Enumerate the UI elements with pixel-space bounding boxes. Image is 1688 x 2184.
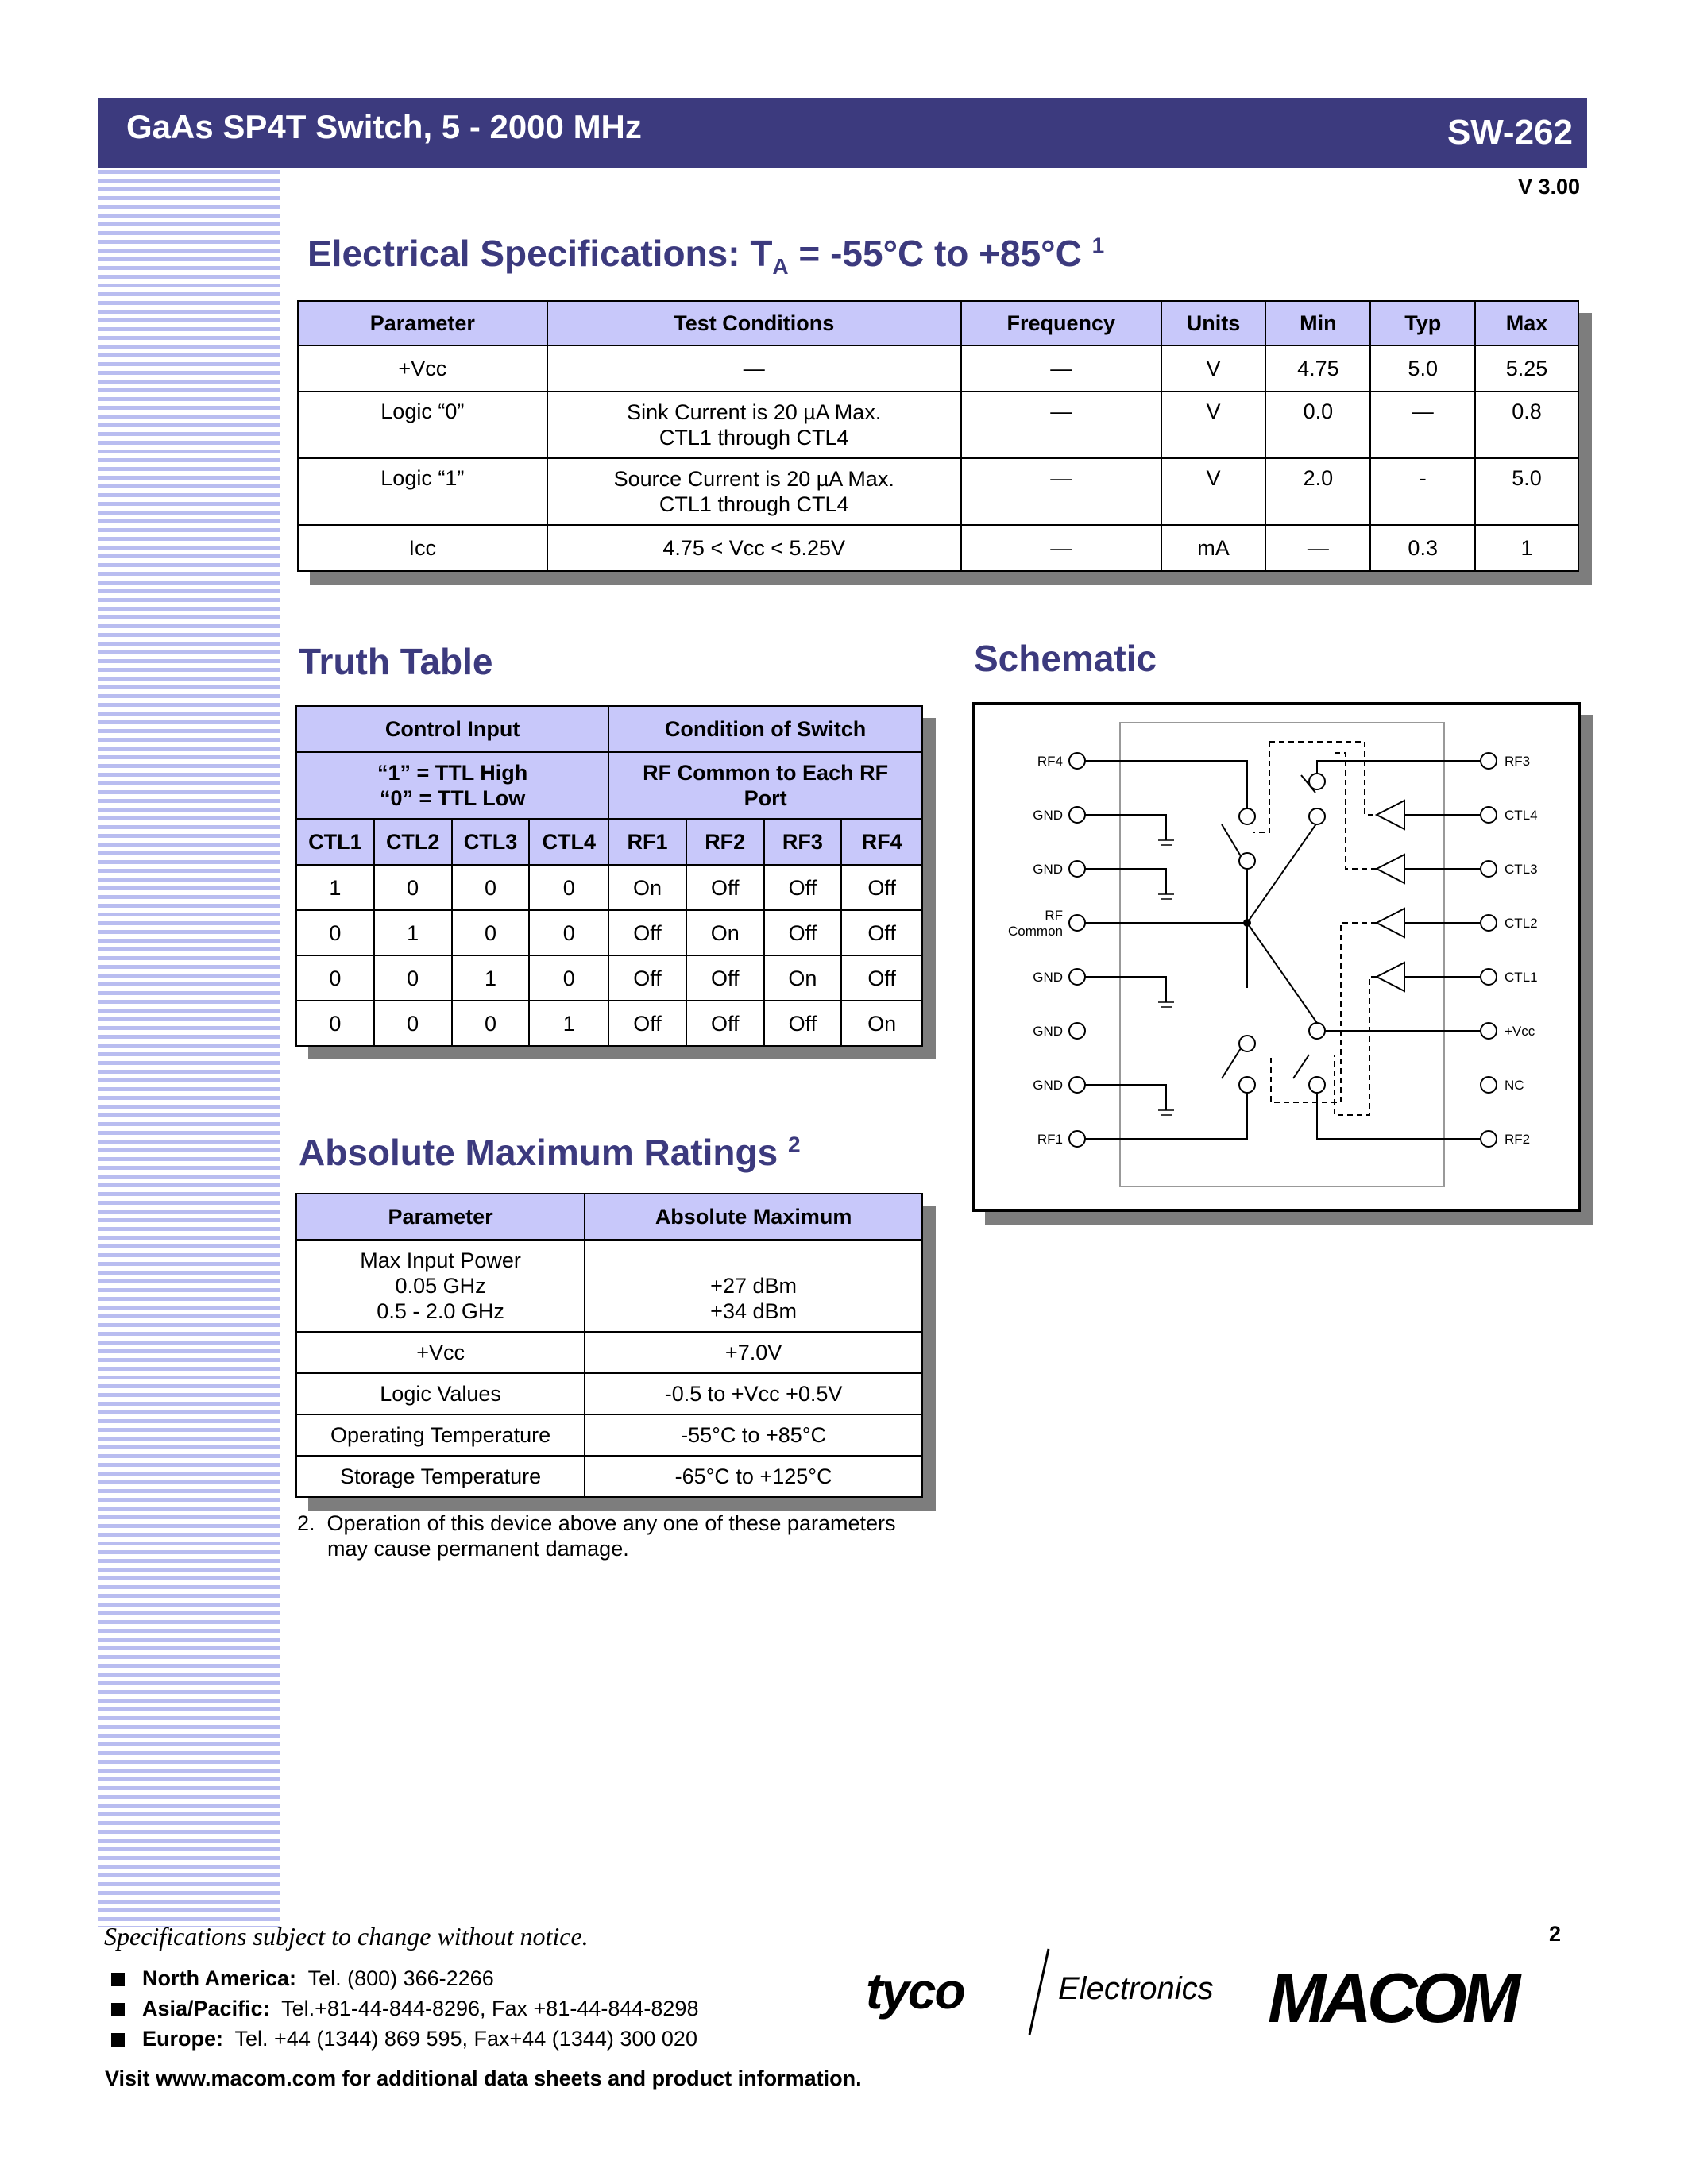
schematic-frame xyxy=(972,702,1581,1212)
cell-parameter: Logic “0” xyxy=(298,392,547,458)
column-header: RF4 xyxy=(841,819,922,865)
truth-table-heading: Truth Table xyxy=(299,641,493,682)
cell-conditions: 4.75 < Vcc < 5.25V xyxy=(547,525,961,571)
pin-label: GND xyxy=(1033,808,1063,823)
cell-min: 2.0 xyxy=(1265,458,1370,525)
pin-label: RF3 xyxy=(1505,754,1531,769)
table-row: 0 0 1 0 Off Off On Off xyxy=(296,955,922,1001)
bullet-icon xyxy=(111,1973,125,1986)
cell-max: 1 xyxy=(1475,525,1578,571)
cell-frequency: — xyxy=(961,525,1161,571)
pin-label: RF1 xyxy=(1037,1132,1063,1147)
page-number: 2 xyxy=(1549,1922,1562,1946)
table-row: Logic Values -0.5 to +Vcc +0.5V xyxy=(296,1373,922,1414)
cell-conditions: Sink Current is 20 µA Max. CTL1 through CTL4 xyxy=(547,392,961,458)
cell-frequency: — xyxy=(961,345,1161,392)
pin-label: +Vcc xyxy=(1505,1024,1535,1039)
column-header: Absolute Maximum xyxy=(585,1194,922,1240)
bullet-icon xyxy=(111,2033,125,2047)
macom-logo: MACOM xyxy=(1268,1958,1516,2037)
part-number: SW-262 xyxy=(1447,113,1573,152)
bullet-icon xyxy=(111,2003,125,2016)
cell-min: — xyxy=(1265,525,1370,571)
pin-label: CTL4 xyxy=(1505,808,1538,823)
cell-parameter: Icc xyxy=(298,525,547,571)
disclaimer: Specifications subject to change without notice. xyxy=(104,1922,589,1951)
cell-max: 0.8 xyxy=(1475,392,1578,458)
table-row xyxy=(298,345,1578,392)
header-bar xyxy=(98,98,1587,168)
cell-parameter: Logic “1” xyxy=(298,458,547,525)
cell-conditions: Source Current is 20 µA Max. CTL1 through CTL4 xyxy=(547,458,961,525)
column-header: CTL4 xyxy=(529,819,608,865)
schematic-diagram xyxy=(975,705,1578,1209)
column-header: RF2 xyxy=(686,819,764,865)
rf-common-legend: RF Common to Each RF Port xyxy=(608,752,922,819)
table-row: +Vcc +7.0V xyxy=(296,1332,922,1373)
electrical-spec-table xyxy=(297,300,1579,572)
pin-label: GND xyxy=(1033,862,1063,877)
column-header: CTL3 xyxy=(452,819,530,865)
column-header: Test Conditions xyxy=(547,301,961,345)
table-row xyxy=(298,458,1578,525)
cell-min: 4.75 xyxy=(1265,345,1370,392)
logo-slash-icon xyxy=(1022,1947,1053,2036)
table-row: 0 1 0 0 Off On Off Off xyxy=(296,910,922,955)
pin-label: CTL1 xyxy=(1505,970,1538,985)
cell-typ: - xyxy=(1370,458,1475,525)
ttl-legend: “1” = TTL High “0” = TTL Low xyxy=(296,752,608,819)
contact-europe: Europe: Tel. +44 (1344) 869 595, Fax+44 (1344) 300 020 xyxy=(111,2027,697,2051)
column-header: CTL1 xyxy=(296,819,374,865)
cell-conditions: — xyxy=(547,345,961,392)
column-header: Max xyxy=(1475,301,1578,345)
column-header: Parameter xyxy=(298,301,547,345)
pin-label: CTL2 xyxy=(1505,916,1538,931)
truth-table xyxy=(295,705,923,1047)
cell-frequency: — xyxy=(961,458,1161,525)
pin-label: Common xyxy=(1008,924,1063,939)
table-row xyxy=(298,525,1578,571)
abs-max-table xyxy=(295,1193,923,1498)
cell-units: mA xyxy=(1161,525,1266,571)
contact-asia-pacific: Asia/Pacific: Tel.+81-44-844-8296, Fax +81-44-844-8298 xyxy=(111,1997,698,2021)
tyco-electronics-logo: tyco Electronics xyxy=(866,1947,1247,2043)
column-header: Parameter xyxy=(296,1194,585,1240)
pin-label: NC xyxy=(1505,1078,1524,1093)
pin-label: RF4 xyxy=(1037,754,1063,769)
cell-min: 0.0 xyxy=(1265,392,1370,458)
cell-max: 5.0 xyxy=(1475,458,1578,525)
cell-frequency: — xyxy=(961,392,1161,458)
table-row: 1 0 0 0 On Off Off Off xyxy=(296,865,922,910)
abs-max-heading: Absolute Maximum Ratings $^2$ xyxy=(299,1132,801,1173)
decorative-stripes xyxy=(98,170,280,1927)
pin-label: GND xyxy=(1033,1024,1063,1039)
cell-max: 5.25 xyxy=(1475,345,1578,392)
column-header: Min xyxy=(1265,301,1370,345)
table-row: 0 0 0 1 Off Off Off On xyxy=(296,1001,922,1046)
visit-website-text: Visit www.macom.com for additional data sheets and product information. xyxy=(105,2066,862,2090)
table-row xyxy=(296,1240,922,1332)
table-row: Storage Temperature -65°C to +125°C xyxy=(296,1456,922,1497)
contact-north-america: North America: Tel. (800) 366-2266 xyxy=(111,1966,494,1991)
cell-units: V xyxy=(1161,345,1266,392)
pin-label: CTL3 xyxy=(1505,862,1538,877)
cell-parameter: Max Input Power 0.05 GHz 0.5 - 2.0 GHz xyxy=(296,1240,585,1332)
cell-typ: 5.0 xyxy=(1370,345,1475,392)
column-header: RF1 xyxy=(608,819,686,865)
column-header: Frequency xyxy=(961,301,1161,345)
document-title: GaAs SP4T Switch, 5 - 2000 MHz xyxy=(126,108,642,145)
table-header-row xyxy=(298,301,1578,345)
schematic-heading: Schematic xyxy=(974,638,1157,679)
electrical-spec-heading: Electrical Specifications: $T_A = -55^\circ C$ to +85°C $^1$ xyxy=(307,233,1105,280)
pin-label: RF xyxy=(1045,908,1063,923)
column-header: Typ xyxy=(1370,301,1475,345)
pin-label: GND xyxy=(1033,970,1063,985)
group-header-condition: Condition of Switch xyxy=(608,706,922,752)
cell-typ: — xyxy=(1370,392,1475,458)
table-header-row xyxy=(296,819,922,865)
pin-label: GND xyxy=(1033,1078,1063,1093)
column-header: RF3 xyxy=(764,819,842,865)
table-row: Operating Temperature -55°C to +85°C xyxy=(296,1414,922,1456)
cell-typ: 0.3 xyxy=(1370,525,1475,571)
column-header: Units xyxy=(1161,301,1266,345)
table-row xyxy=(298,392,1578,458)
cell-parameter: +Vcc xyxy=(298,345,547,392)
group-header-control: Control Input xyxy=(296,706,608,752)
column-header: CTL2 xyxy=(374,819,452,865)
cell-units: V xyxy=(1161,458,1266,525)
table-header-row xyxy=(296,1194,922,1240)
cell-units: V xyxy=(1161,392,1266,458)
cell-value: +27 dBm +34 dBm xyxy=(585,1240,922,1332)
pin-label: RF2 xyxy=(1505,1132,1531,1147)
version-label: V 3.00 xyxy=(1517,175,1580,199)
footnote-2: 2. Operation of this device above any one of these parameters may cause permanent damage. xyxy=(297,1511,896,1561)
